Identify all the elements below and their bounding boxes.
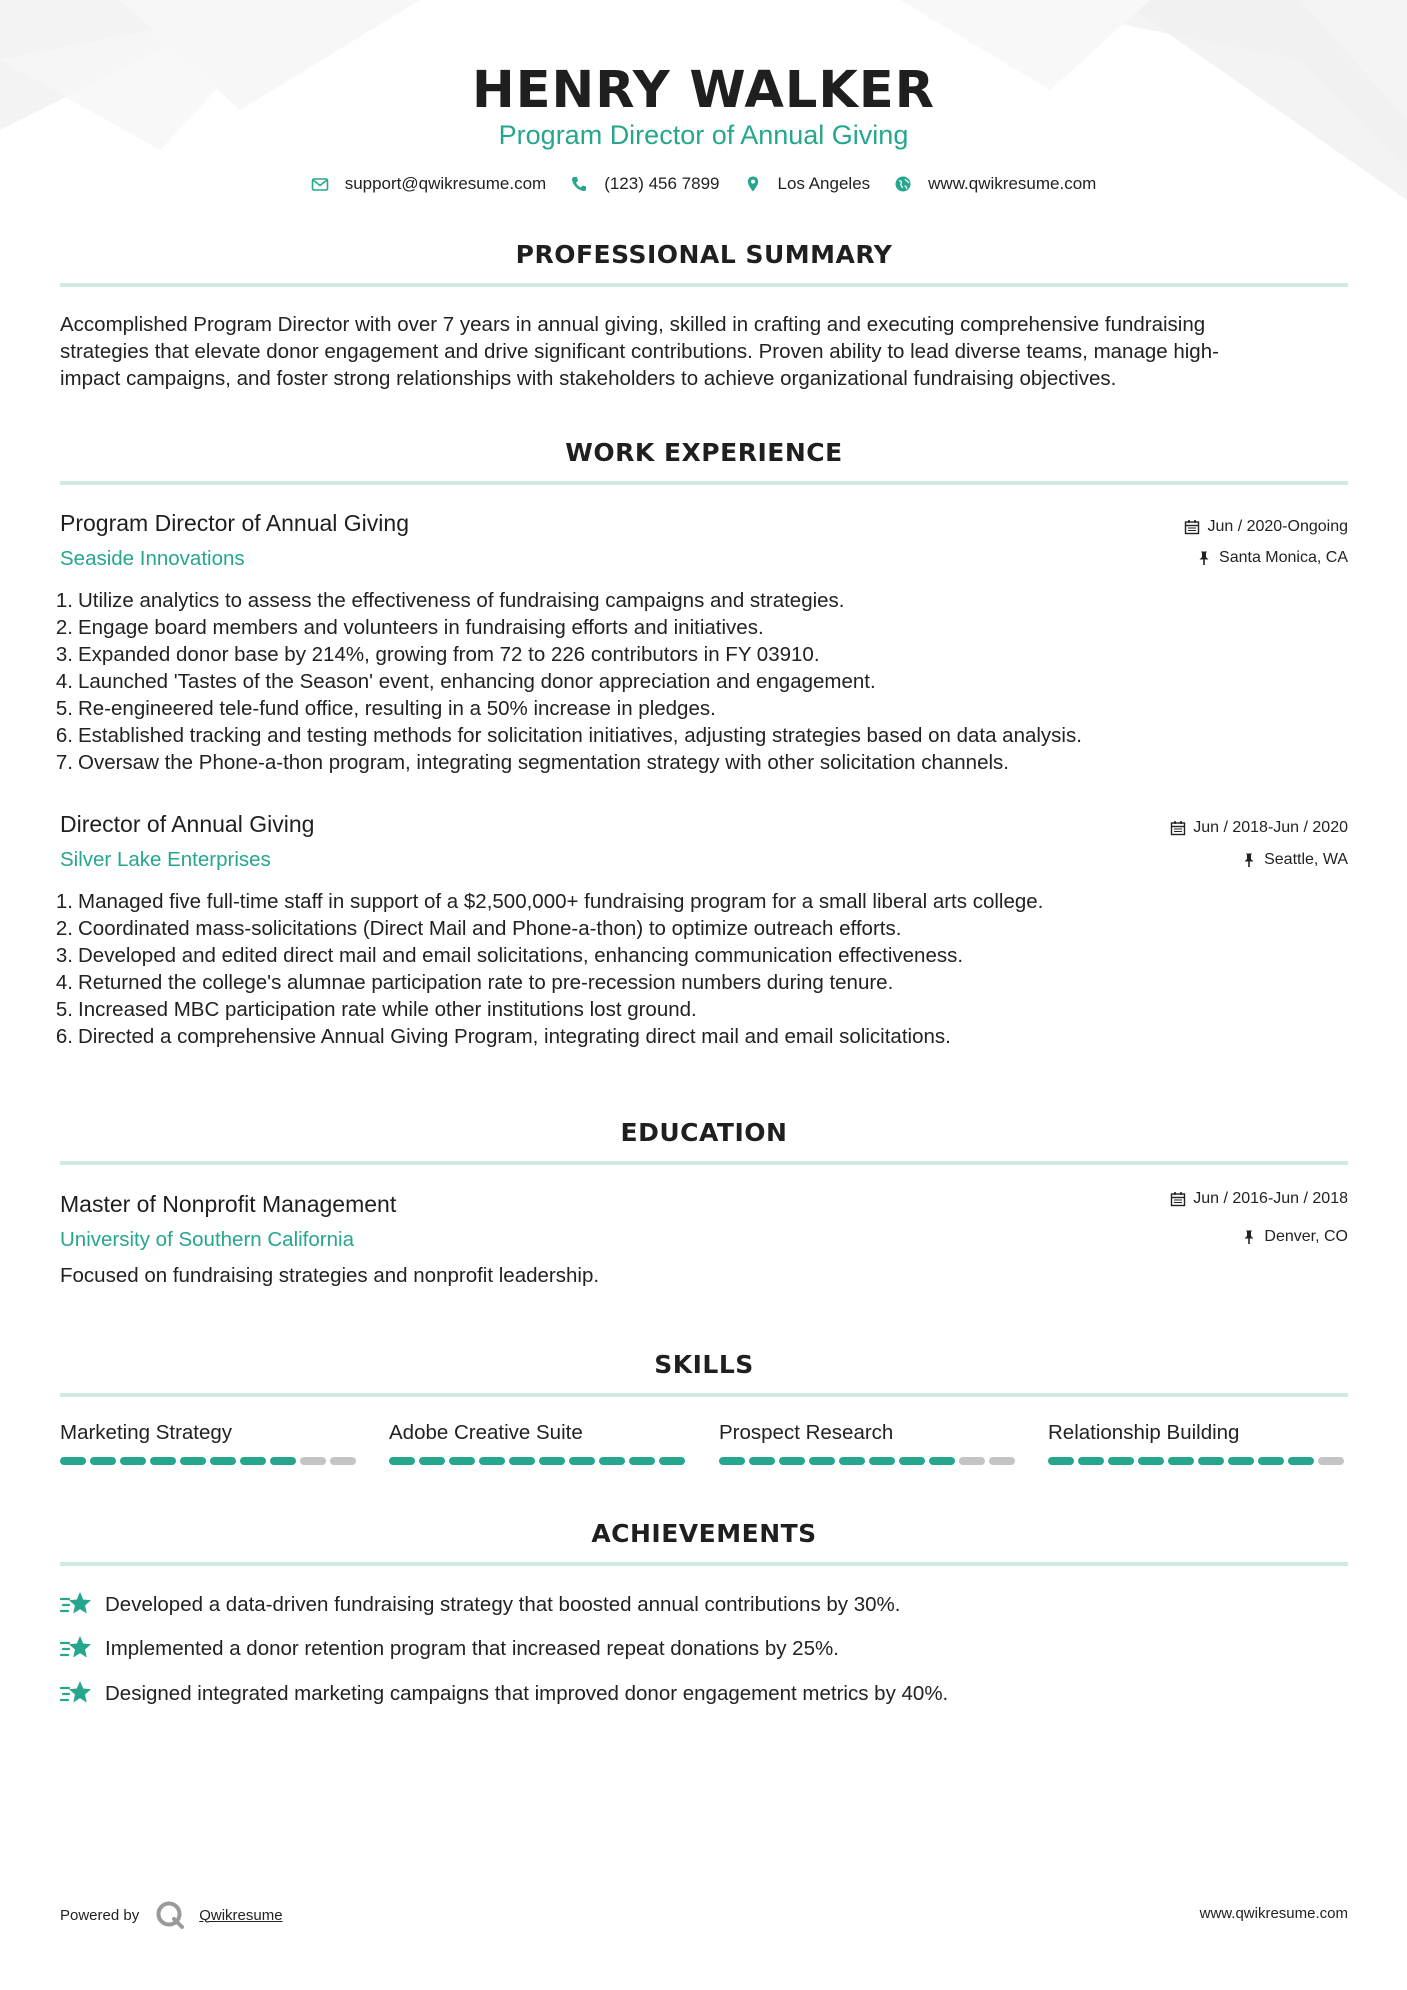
job-location-text: Santa Monica, CA (1219, 549, 1348, 566)
contact-bar (0, 171, 1407, 197)
education-divider (60, 1161, 1348, 1165)
skill-name: Prospect Research (719, 1421, 894, 1444)
envelope-icon (311, 175, 329, 193)
candidate-name: HENRY WALKER (472, 61, 935, 120)
powered-by-label: Powered by (60, 1906, 140, 1924)
skill-level-segment-filled (1228, 1457, 1254, 1465)
education-location-text: Denver, CO (1264, 1228, 1348, 1245)
job-bullet-list (55, 587, 1350, 776)
job-location (1196, 547, 1348, 569)
summary-line: Accomplished Program Director with over 7 years in annual giving, skilled in crafting and executing comprehensive fundraising (60, 313, 1206, 336)
job-bullet: 2. Engage board members and volunteers in fundraising efforts and initiatives. (55, 616, 764, 639)
pushpin-icon (1196, 550, 1212, 566)
job-bullet: 3. Expanded donor base by 214%, growing from 72 to 226 contributors in FY 03910. (55, 643, 820, 666)
job-bullet: 6. Directed a comprehensive Annual Giving Program, integrating direct mail and email solicitations. (55, 1025, 951, 1048)
skill-level-segment-filled (419, 1457, 445, 1465)
skill-level-segment-filled (659, 1457, 685, 1465)
skill-level-segment-filled (779, 1457, 805, 1465)
job-location (1241, 849, 1348, 871)
job-bullet-list (55, 888, 1350, 1050)
skill-level-segment-filled (929, 1457, 955, 1465)
education-heading: EDUCATION (620, 1118, 788, 1147)
skill-level-segment-filled (629, 1457, 655, 1465)
skill-level-bar (719, 1457, 1019, 1465)
skill-level-segment-filled (150, 1457, 176, 1465)
education-location (1241, 1226, 1348, 1248)
star-icon (60, 1590, 92, 1618)
skill-level-segment-empty (330, 1457, 356, 1465)
calendar-icon (1184, 519, 1200, 535)
skill-level-segment-filled (719, 1457, 745, 1465)
skill-level-segment-filled (1288, 1457, 1314, 1465)
job-bullet: 4. Launched 'Tastes of the Season' event, enhancing donor appreciation and engagement. (55, 670, 876, 693)
skill-level-bar (60, 1457, 360, 1465)
achievement-text: Developed a data-driven fundraising strategy that boosted annual contributions by 30%. (105, 1592, 901, 1616)
achievement-text: Implemented a donor retention program that increased repeat donations by 25%. (105, 1636, 839, 1660)
job-company: Seaside Innovations (60, 547, 245, 570)
education-dates-text: Jun / 2016-Jun / 2018 (1193, 1190, 1348, 1207)
skill-level-segment-filled (449, 1457, 475, 1465)
education-description: Focused on fundraising strategies and nonprofit leadership. (60, 1264, 600, 1287)
website-text: www.qwikresume.com (928, 174, 1097, 193)
skill-level-segment-filled (389, 1457, 415, 1465)
job-dates-text: Jun / 2020-Ongoing (1207, 518, 1348, 535)
achievement-item (60, 1679, 948, 1707)
job-bullet: 5. Re-engineered tele-fund office, resulting in a 50% increase in pledges. (55, 697, 716, 720)
job-bullet: 2. Coordinated mass-solicitations (Direct Mail and Phone-a-thon) to optimize outreach efforts. (55, 917, 902, 940)
pushpin-icon (1241, 852, 1257, 868)
job-dates (1170, 817, 1348, 839)
achievements-heading: ACHIEVEMENTS (591, 1519, 817, 1548)
qwikresume-logo-icon (155, 1900, 185, 1930)
skill-level-segment-filled (240, 1457, 266, 1465)
qwikresume-link[interactable]: Qwikresume (199, 1906, 283, 1924)
footer-website[interactable]: www.qwikresume.com (1199, 1905, 1348, 1922)
location-text: Los Angeles (777, 174, 871, 193)
school-name: University of Southern California (60, 1228, 354, 1251)
skill-level-segment-filled (539, 1457, 565, 1465)
globe-icon (894, 175, 912, 193)
skill-level-segment-filled (809, 1457, 835, 1465)
star-icon (60, 1634, 92, 1662)
summary-line: strategies that elevate donor engagement and drive significant contributions. Proven ability to lead diverse teams, manage high- (60, 340, 1219, 363)
contact-location (744, 174, 871, 194)
job-bullet: 1. Utilize analytics to assess the effectiveness of fundraising campaigns and strategies. (55, 589, 845, 612)
pushpin-icon (1241, 1229, 1257, 1245)
calendar-icon (1170, 1191, 1186, 1207)
job-title: Program Director of Annual Giving (60, 510, 409, 536)
star-icon (60, 1679, 92, 1707)
skill-item (719, 1420, 1019, 1465)
skill-level-segment-empty (959, 1457, 985, 1465)
skill-level-segment-filled (899, 1457, 925, 1465)
map-pin-icon (744, 175, 762, 193)
skill-level-segment-filled (1258, 1457, 1284, 1465)
skill-level-segment-filled (479, 1457, 505, 1465)
job-dates (1184, 516, 1348, 538)
job-bullet: 1. Managed five full-time staff in support of a $2,500,000+ fundraising program for a small liberal arts college. (55, 890, 1044, 913)
skill-level-segment-filled (839, 1457, 865, 1465)
job-bullet: 7. Oversaw the Phone-a-thon program, integrating segmentation strategy with other solicitation channels. (55, 751, 1009, 774)
skill-level-segment-filled (1198, 1457, 1224, 1465)
skill-level-segment-filled (90, 1457, 116, 1465)
skill-level-segment-filled (120, 1457, 146, 1465)
degree-title: Master of Nonprofit Management (60, 1191, 397, 1217)
achievement-item (60, 1590, 900, 1618)
skill-level-segment-filled (210, 1457, 236, 1465)
summary-text (60, 311, 1350, 392)
phone-text: (123) 456 7899 (604, 174, 720, 193)
skill-item (60, 1420, 360, 1465)
skill-level-segment-filled (1108, 1457, 1134, 1465)
contact-email[interactable] (311, 174, 547, 194)
achievement-text: Designed integrated marketing campaigns that improved donor engagement metrics by 40%. (105, 1681, 949, 1705)
calendar-icon (1170, 820, 1186, 836)
education-dates (1170, 1188, 1348, 1210)
contact-phone[interactable] (570, 174, 719, 194)
skill-level-segment-filled (599, 1457, 625, 1465)
skill-level-bar (389, 1457, 689, 1465)
skill-level-segment-filled (869, 1457, 895, 1465)
skill-level-segment-filled (1078, 1457, 1104, 1465)
skill-level-segment-filled (1138, 1457, 1164, 1465)
skill-level-segment-filled (749, 1457, 775, 1465)
skill-name: Relationship Building (1048, 1421, 1240, 1444)
skills-heading: SKILLS (654, 1350, 754, 1379)
job-title: Director of Annual Giving (60, 811, 315, 837)
skill-level-segment-empty (1318, 1457, 1344, 1465)
skill-level-segment-filled (569, 1457, 595, 1465)
experience-divider (60, 481, 1348, 485)
contact-website[interactable] (894, 174, 1096, 194)
skill-level-segment-empty (989, 1457, 1015, 1465)
achievement-item (60, 1634, 839, 1662)
skill-level-segment-filled (1168, 1457, 1194, 1465)
experience-heading: WORK EXPERIENCE (565, 438, 843, 467)
job-bullet: 6. Established tracking and testing methods for solicitation initiatives, adjusting strategies based on data analysis. (55, 724, 1082, 747)
skill-level-segment-filled (60, 1457, 86, 1465)
job-bullet: 5. Increased MBC participation rate while other institutions lost ground. (55, 998, 697, 1021)
skill-name: Adobe Creative Suite (389, 1421, 583, 1444)
email-text: support@qwikresume.com (344, 174, 547, 193)
summary-line: impact campaigns, and foster strong relationships with stakeholders to achieve organizational fundraising objectives. (60, 367, 1117, 390)
job-bullet: 4. Returned the college's alumnae participation rate to pre-recession numbers during tenure. (55, 971, 894, 994)
candidate-title: Program Director of Annual Giving (498, 120, 909, 150)
skill-level-segment-filled (180, 1457, 206, 1465)
skill-level-segment-filled (1048, 1457, 1074, 1465)
achievements-divider (60, 1562, 1348, 1566)
job-company: Silver Lake Enterprises (60, 848, 271, 871)
skill-level-segment-filled (270, 1457, 296, 1465)
phone-icon (570, 175, 588, 193)
skills-divider (60, 1393, 1348, 1397)
summary-heading: PROFESSIONAL SUMMARY (515, 240, 893, 269)
summary-divider (60, 283, 1348, 287)
job-bullet: 3. Developed and edited direct mail and email solicitations, enhancing communication effectiveness. (55, 944, 964, 967)
footer-branding (60, 1900, 283, 1930)
job-location-text: Seattle, WA (1264, 851, 1348, 868)
job-dates-text: Jun / 2018-Jun / 2020 (1193, 819, 1348, 836)
skill-level-segment-filled (509, 1457, 535, 1465)
skill-item (389, 1420, 689, 1465)
skill-level-segment-empty (300, 1457, 326, 1465)
skill-item (1048, 1420, 1348, 1465)
skill-name: Marketing Strategy (60, 1421, 233, 1444)
skill-level-bar (1048, 1457, 1348, 1465)
